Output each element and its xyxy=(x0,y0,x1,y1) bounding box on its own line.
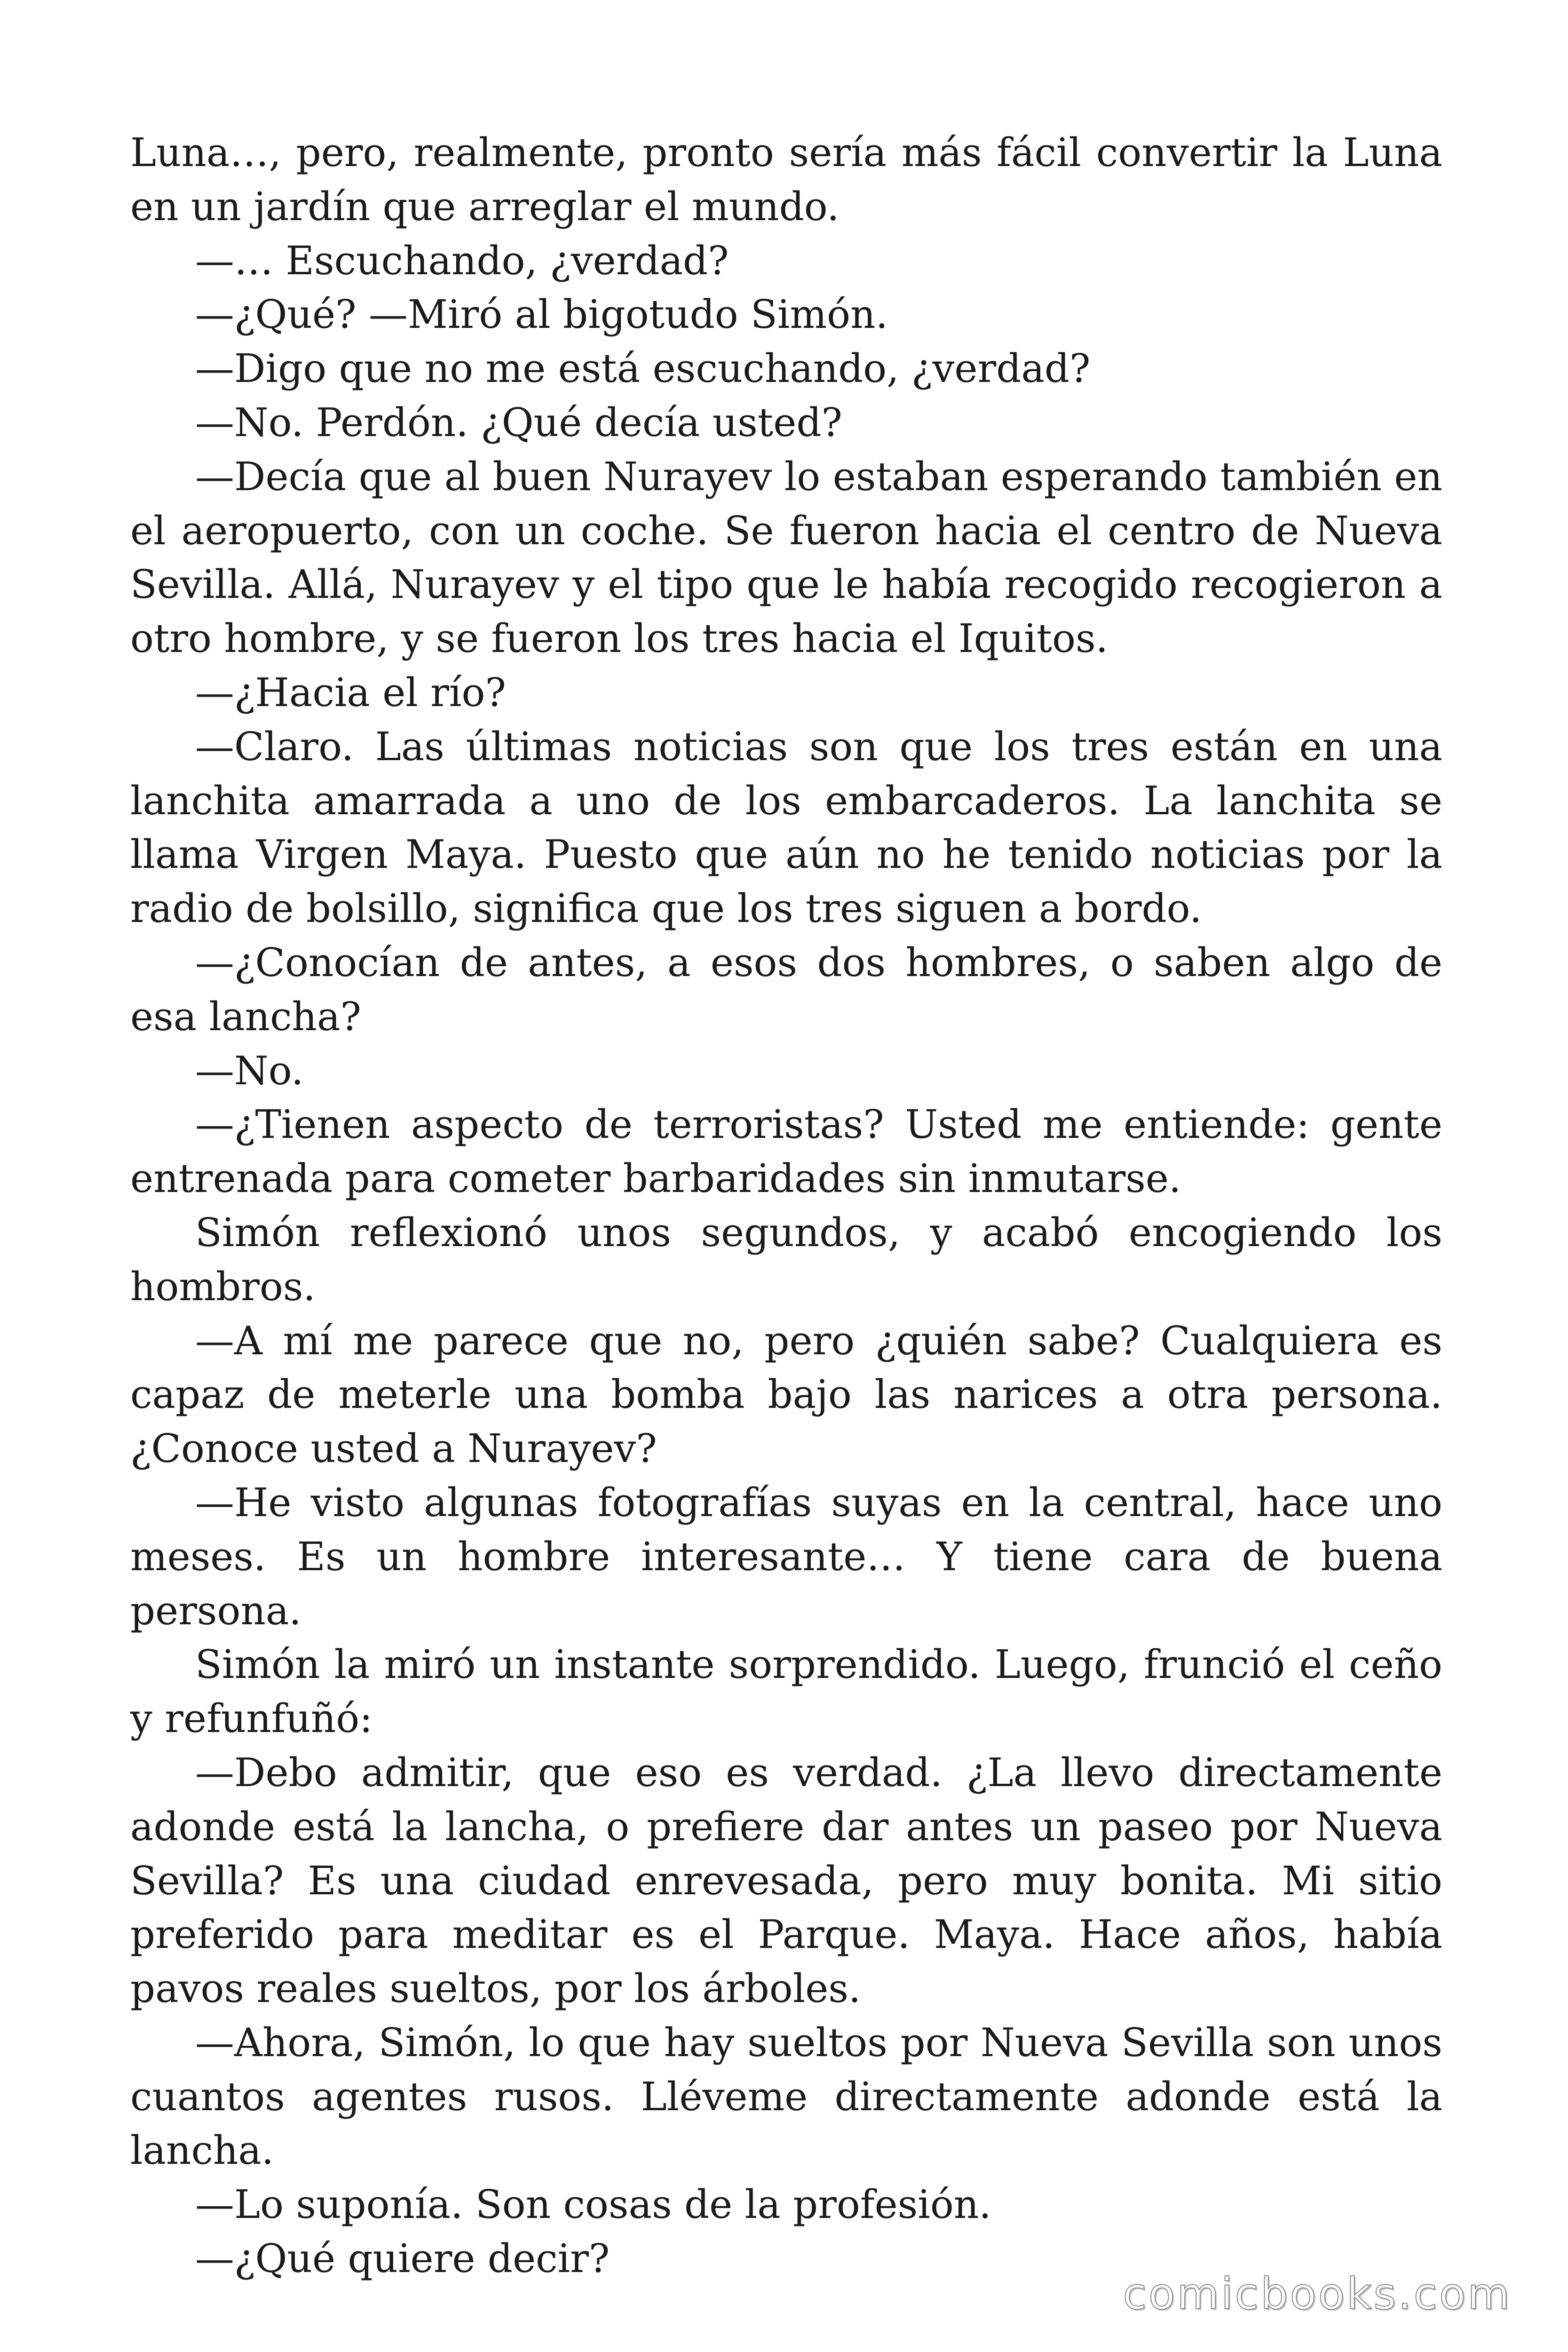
paragraph-8: —Claro. Las últimas noticias son que los tres están en una lanchita amarrada a uno de los embarcaderos. La lanchita se llama Virgen Maya. Puesto que aún no he tenido noticias por la radio de bolsillo, significa que los tres siguen a bordo. xyxy=(130,723,1442,932)
paragraph-18: —Lo suponía. Son cosas de la profesión. xyxy=(195,2182,991,2228)
paragraph-11: —¿Tienen aspecto de terroristas? Usted me entiende: gente entrenada para cometer barbaridades sin inmutarse. xyxy=(130,1102,1442,1202)
paragraph-9: —¿Conocían de antes, a esos dos hombres, o saben algo de esa lancha? xyxy=(130,939,1442,1040)
paragraph-13: —A mí me parece que no, pero ¿quién sabe? Cualquiera es capaz de meterle una bomba bajo las narices a otra persona. ¿Conoce usted a Nurayev? xyxy=(130,1318,1442,1472)
paragraph-2: —… Escuchando, ¿verdad? xyxy=(195,238,729,284)
paragraph-10: —No. xyxy=(195,1048,304,1094)
paragraph-12: Simón reflexionó unos segundos, y acabó encogiendo los hombros. xyxy=(130,1209,1442,1310)
body-text xyxy=(130,126,1442,2286)
paragraph-16: —Debo admitir, que eso es verdad. ¿La llevo directamente adonde está la lancha, o prefiere dar antes un paseo por Nueva Sevilla? Es una ciudad enrevesada, pero muy bonita. Mi sitio preferido para meditar es el Parque. Maya. Hace años, había pavos reales sueltos, por los árboles. xyxy=(130,1749,1442,2012)
paragraph-7: —¿Hacia el río? xyxy=(195,669,507,715)
watermark: comicbooks.com xyxy=(1123,2269,1512,2319)
paragraph-6: —Decía que al buen Nurayev lo estaban esperando también en el aeropuerto, con un coche. Se fueron hacia el centro de Nueva Sevilla. Allá, Nurayev y el tipo que le había recogido recogieron a otro hombre, y se fueron los tres hacia el Iquitos. xyxy=(130,453,1442,662)
paragraph-14: —He visto algunas fotografías suyas en la central, hace uno meses. Es un hombre interesante… Y tiene cara de buena persona. xyxy=(130,1479,1442,1634)
paragraph-1: Luna…, pero, realmente, pronto sería más fácil convertir la Luna en un jardín que arreglar el mundo. xyxy=(130,130,1442,230)
paragraph-4: —Digo que no me está escuchando, ¿verdad? xyxy=(195,346,1091,392)
paragraph-17: —Ahora, Simón, lo que hay sueltos por Nueva Sevilla son unos cuantos agentes rusos. Lléveme directamente adonde está la lancha. xyxy=(130,2019,1442,2174)
paragraph-3: —¿Qué? —Miró al bigotudo Simón. xyxy=(195,292,888,338)
paragraph-19: —¿Qué quiere decir? xyxy=(195,2236,610,2282)
paragraph-15: Simón la miró un instante sorprendido. Luego, frunció el ceño y refunfuñó: xyxy=(130,1642,1442,1742)
paragraph-5: —No. Perdón. ¿Qué decía usted? xyxy=(195,399,842,445)
